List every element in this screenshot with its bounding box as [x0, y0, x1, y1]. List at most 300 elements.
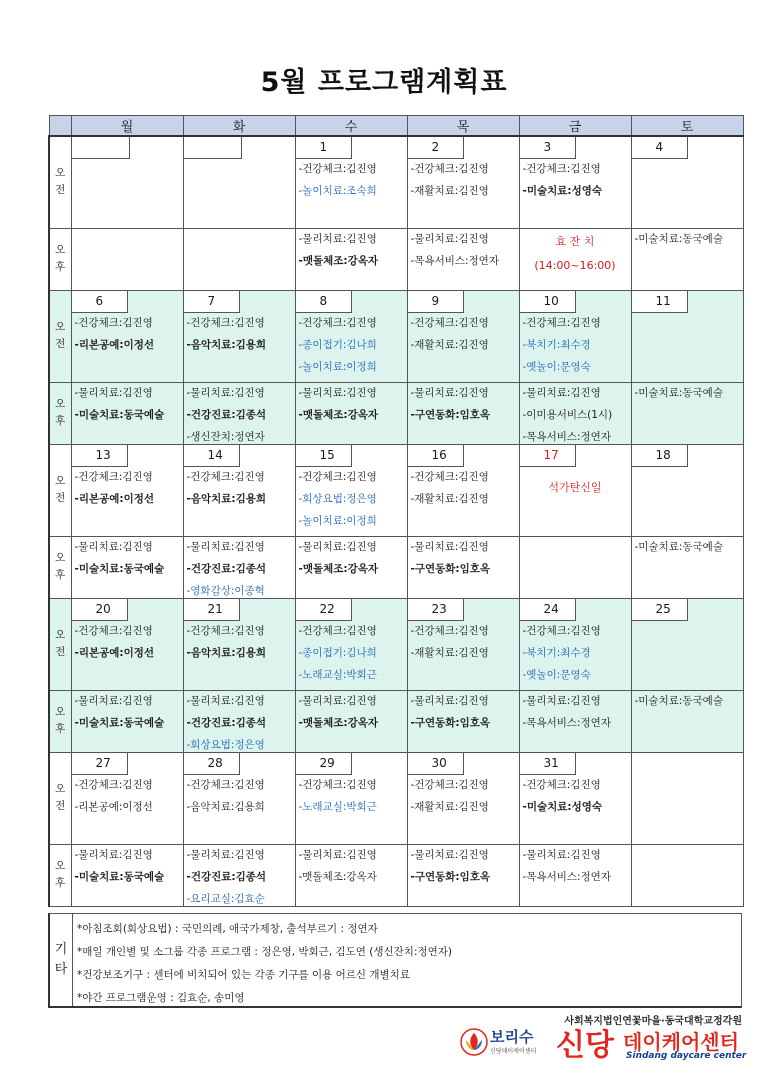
schedule-cell — [71, 752, 183, 844]
program-entry: -물리치료:김진영 — [186, 694, 265, 707]
cell-content — [520, 137, 631, 198]
day-header: 토 — [631, 116, 743, 137]
program-entry: -건강체크:김진영 — [74, 624, 153, 637]
program-entry: -리본공예:이정선 — [74, 492, 155, 505]
cell-content — [72, 753, 183, 814]
date-number — [72, 137, 130, 159]
date-number: 17 — [520, 445, 576, 467]
date-number: 16 — [408, 445, 464, 467]
program-entry: -물리치료:김진영 — [186, 386, 265, 399]
program-entry: -놀이치료:조숙희 — [298, 185, 377, 197]
cell-content — [72, 849, 183, 884]
schedule-cell — [407, 136, 519, 228]
schedule-cell — [183, 136, 295, 228]
day-header: 월 — [71, 116, 183, 137]
program-entry: -놀이치료:이정희 — [298, 360, 377, 373]
period-label-char: 오 — [55, 552, 66, 564]
schedule-body — [49, 136, 743, 906]
notes-section — [48, 913, 742, 1008]
schedule-cell — [407, 598, 519, 690]
schedule-cell — [295, 752, 407, 844]
cell-content — [184, 849, 295, 906]
cell-content — [296, 695, 407, 730]
cell-content — [296, 387, 407, 422]
lotus-logo-icon — [460, 1028, 488, 1056]
program-entry: -영화감상:이종혁 — [186, 584, 265, 597]
cell-content — [408, 599, 519, 660]
schedule-cell — [631, 844, 743, 906]
period-label-am — [49, 598, 71, 690]
cell-content — [72, 445, 183, 506]
program-entry: -북치기:최수경 — [522, 646, 591, 659]
schedule-cell — [295, 382, 407, 444]
day-header: 금 — [519, 116, 631, 137]
week-2-am-row — [49, 290, 743, 382]
program-entry: -이미용서비스(1시) — [522, 408, 613, 421]
program-entry: -노래교실:박회근 — [298, 800, 377, 813]
schedule-cell — [183, 444, 295, 536]
cell-content — [520, 695, 631, 730]
program-entry: -맷돌체조:강옥자 — [298, 562, 379, 575]
schedule-cell — [407, 382, 519, 444]
program-entry: -구연동화:임호옥 — [410, 870, 491, 883]
period-label-char: 후 — [55, 877, 66, 889]
week-3-am-row — [49, 444, 743, 536]
program-entry: -재활치료:김진영 — [410, 185, 489, 197]
schedule-cell — [183, 844, 295, 906]
date-number: 14 — [184, 445, 240, 467]
program-entry: -건강체크:김진영 — [298, 778, 377, 791]
logo-main-text: 신당 — [556, 1028, 614, 1063]
schedule-cell — [183, 290, 295, 382]
cell-content — [520, 599, 631, 682]
cell-content — [296, 445, 407, 528]
program-entry: -음악치료:김용희 — [186, 800, 265, 813]
program-entry: -구연동화:임호옥 — [410, 716, 491, 729]
program-entry: -미술치료:동국예술 — [634, 540, 723, 553]
program-entry: -물리치료:김진영 — [298, 540, 377, 553]
program-entry: -미술치료:동국예술 — [634, 386, 723, 399]
date-number: 18 — [632, 445, 688, 467]
program-entry: -물리치료:김진영 — [298, 232, 377, 245]
schedule-table — [48, 115, 744, 907]
schedule-cell — [71, 536, 183, 598]
program-entry: -미술치료:동국예술 — [634, 694, 723, 707]
schedule-cell — [519, 382, 631, 444]
program-entry: -물리치료:김진영 — [410, 232, 489, 245]
schedule-cell — [71, 844, 183, 906]
program-entry: -건강체크:김진영 — [522, 624, 601, 637]
day-header: 화 — [183, 116, 295, 137]
schedule-cell — [519, 290, 631, 382]
week-2-pm-row — [49, 382, 743, 444]
cell-content — [520, 849, 631, 884]
period-label-char: 오 — [55, 860, 66, 872]
notes-label-char: 타 — [54, 962, 68, 977]
schedule-cell — [71, 228, 183, 290]
date-number: 22 — [296, 599, 352, 621]
logo-rest-text: 데이케어센터 — [623, 1030, 739, 1054]
program-entry: -리본공예:이정선 — [74, 646, 155, 659]
program-entry: -건강진료:김종석 — [186, 408, 267, 421]
schedule-cell — [407, 444, 519, 536]
date-number: 24 — [520, 599, 576, 621]
period-label-am — [49, 290, 71, 382]
period-label-char: 후 — [55, 261, 66, 273]
cell-content — [184, 445, 295, 506]
program-entry: -물리치료:김진영 — [298, 386, 377, 399]
date-number: 15 — [296, 445, 352, 467]
schedule-cell — [295, 536, 407, 598]
cell-content — [632, 695, 743, 708]
cell-content — [72, 387, 183, 422]
program-entry: -물리치료:김진영 — [410, 694, 489, 707]
program-entry: -건강체크:김진영 — [186, 778, 265, 791]
program-entry: -건강체크:김진영 — [522, 163, 601, 175]
cell-content — [184, 137, 295, 159]
program-entry: -미술치료:동국예술 — [74, 562, 165, 575]
program-entry: -건강체크:김진영 — [186, 316, 265, 329]
program-entry: -맷돌체조:강옥자 — [298, 870, 377, 883]
program-entry: -미술치료:동국예술 — [634, 232, 723, 245]
program-entry: -리본공예:이정선 — [74, 800, 153, 813]
period-label-char: 후 — [55, 569, 66, 581]
program-entry: -건강진료:김종석 — [186, 562, 267, 575]
schedule-cell — [519, 444, 631, 536]
date-number: 4 — [632, 137, 688, 159]
week-1-am-row — [49, 136, 743, 228]
cell-content — [72, 137, 183, 159]
program-entry: -물리치료:김진영 — [522, 386, 601, 399]
date-number: 13 — [72, 445, 128, 467]
schedule-cell — [519, 690, 631, 752]
schedule-cell — [71, 136, 183, 228]
cell-content — [184, 599, 295, 660]
schedule-cell — [71, 382, 183, 444]
date-number: 6 — [72, 291, 128, 313]
notes-list — [73, 914, 456, 1006]
date-number: 31 — [520, 753, 576, 775]
program-entry: -물리치료:김진영 — [74, 386, 153, 399]
cell-content — [632, 233, 743, 246]
cell-content — [520, 387, 631, 444]
program-entry: -음악치료:김용희 — [186, 492, 267, 505]
period-label-char: 전 — [55, 492, 66, 504]
date-number: 1 — [296, 137, 352, 159]
program-entry: -재활치료:김진영 — [410, 800, 489, 813]
program-entry: -노래교실:박회근 — [298, 668, 377, 681]
week-5-pm-row — [49, 844, 743, 906]
cell-content — [184, 541, 295, 598]
program-entry: -물리치료:김진영 — [298, 848, 377, 861]
cell-content — [632, 445, 743, 467]
period-label-am — [49, 752, 71, 844]
center-logo — [458, 1022, 748, 1062]
note-item: *아침조회(회상요법) : 국민의례, 애국가제창, 출석부르기 : 정연자 — [77, 923, 378, 935]
event-label: 효 잔 치 — [555, 234, 595, 248]
schedule-cell — [295, 444, 407, 536]
cell-content — [72, 695, 183, 730]
program-entry: -건강체크:김진영 — [298, 316, 377, 329]
program-entry: -구연동화:임호옥 — [410, 562, 491, 575]
program-entry: -옛놀이:문영숙 — [522, 360, 591, 373]
cell-content — [408, 445, 519, 506]
schedule-cell — [519, 536, 631, 598]
cell-content — [408, 387, 519, 422]
period-label-char: 전 — [55, 338, 66, 350]
schedule-cell — [519, 752, 631, 844]
program-entry: -물리치료:김진영 — [74, 694, 153, 707]
cell-content — [184, 291, 295, 352]
program-entry: -물리치료:김진영 — [74, 540, 153, 553]
period-label-char: 오 — [55, 475, 66, 487]
program-entry: -건강체크:김진영 — [74, 316, 153, 329]
program-entry: -종이접기:김나희 — [298, 338, 377, 351]
corner-cell — [49, 116, 71, 137]
program-entry: -건강체크:김진영 — [522, 778, 601, 791]
program-entry: -목욕서비스:정연자 — [522, 430, 611, 443]
program-entry: -맷돌체조:강옥자 — [298, 254, 379, 267]
week-4-am-row — [49, 598, 743, 690]
program-entry: -건강체크:김진영 — [186, 470, 265, 483]
date-number: 21 — [184, 599, 240, 621]
holiday-label: 석가탄신일 — [548, 480, 602, 494]
notes-label — [50, 914, 73, 1006]
cell-content — [408, 291, 519, 352]
program-entry: -북치기:최수경 — [522, 338, 591, 351]
cell-content — [520, 753, 631, 814]
period-label-char: 오 — [55, 167, 66, 180]
cell-content — [184, 387, 295, 444]
program-entry: -음악치료:김용희 — [186, 646, 267, 659]
cell-content — [408, 849, 519, 884]
program-entry: -요리교실:김효순 — [186, 892, 265, 905]
schedule-cell — [631, 228, 743, 290]
note-item: *매일 개인별 및 소그룹 각종 프로그램 : 정은영, 박회근, 김도연 (생신잔치:정연자) — [77, 946, 453, 958]
program-entry: -건강체크:김진영 — [74, 470, 153, 483]
schedule-cell — [631, 444, 743, 536]
program-entry: -구연동화:임호옥 — [410, 408, 491, 421]
week-1-pm-row — [49, 228, 743, 290]
cell-content — [72, 599, 183, 660]
cell-content — [632, 137, 743, 159]
schedule-cell — [295, 290, 407, 382]
schedule-cell — [631, 382, 743, 444]
program-entry: -물리치료:김진영 — [186, 540, 265, 553]
cell-content — [408, 233, 519, 268]
program-entry: -건강체크:김진영 — [298, 470, 377, 483]
period-label-char: 전 — [55, 800, 66, 812]
program-entry: -재활치료:김진영 — [410, 492, 489, 505]
cell-content — [408, 753, 519, 814]
schedule-cell — [183, 382, 295, 444]
schedule-cell — [519, 136, 631, 228]
cell-content — [632, 387, 743, 400]
cell-content — [184, 695, 295, 752]
date-number: 2 — [408, 137, 464, 159]
program-entry: -회상요법:정은영 — [186, 738, 265, 751]
notes-label-char: 기 — [54, 942, 68, 957]
date-number: 25 — [632, 599, 688, 621]
program-entry: -회상요법:정은영 — [298, 492, 377, 505]
program-entry: -재활치료:김진영 — [410, 646, 489, 659]
program-entry: -미술치료:성영숙 — [522, 800, 603, 813]
program-entry: -건강체크:김진영 — [410, 778, 489, 791]
period-label-char: 오 — [55, 398, 66, 410]
program-entry: -미술치료:동국예술 — [74, 408, 165, 421]
program-entry: -재활치료:김진영 — [410, 338, 489, 351]
schedule-cell — [631, 752, 743, 844]
note-item: *건강보조기구 : 센터에 비치되어 있는 각종 기구를 이용 어르신 개별치료 — [77, 969, 410, 981]
schedule-cell — [407, 752, 519, 844]
program-entry: -미술치료:동국예술 — [74, 716, 165, 729]
program-entry: -물리치료:김진영 — [522, 694, 601, 707]
program-entry: -미술치료:성영숙 — [522, 185, 603, 197]
schedule-cell — [183, 690, 295, 752]
period-label-am — [49, 136, 71, 228]
cell-content — [72, 291, 183, 352]
cell-content — [408, 695, 519, 730]
program-entry: -건강체크:김진영 — [298, 163, 377, 175]
period-label-char: 오 — [55, 783, 66, 795]
logo-small-subtext: 신당데이케어센터 — [490, 1048, 537, 1055]
program-entry: -물리치료:김진영 — [298, 694, 377, 707]
period-label-char: 오 — [55, 244, 66, 256]
program-entry: -물리치료:김진영 — [410, 540, 489, 553]
date-number: 30 — [408, 753, 464, 775]
program-entry: -물리치료:김진영 — [410, 386, 489, 399]
schedule-cell — [183, 598, 295, 690]
schedule-cell — [183, 228, 295, 290]
schedule-cell — [407, 844, 519, 906]
date-number: 29 — [296, 753, 352, 775]
program-entry: -건강체크:김진영 — [186, 624, 265, 637]
cell-content — [632, 541, 743, 554]
period-label-am — [49, 444, 71, 536]
program-entry: -물리치료:김진영 — [522, 848, 601, 861]
period-label-char: 오 — [55, 629, 66, 641]
program-entry: -목욕서비스:정연자 — [522, 870, 611, 883]
period-label-char: 오 — [55, 321, 66, 333]
schedule-cell — [295, 598, 407, 690]
cell-content — [296, 849, 407, 884]
period-label-pm — [49, 228, 71, 290]
date-number: 10 — [520, 291, 576, 313]
cell-content — [296, 753, 407, 814]
note-item: *야간 프로그램운영 : 김효순, 송미영 — [77, 992, 245, 1004]
schedule-cell — [631, 536, 743, 598]
cell-content — [408, 541, 519, 576]
period-label-pm — [49, 382, 71, 444]
schedule-cell — [295, 228, 407, 290]
program-entry: -놀이치료:이정희 — [298, 514, 377, 527]
organization-name: 사회복지법인연꽃마을·동국대학교정각원 — [564, 1016, 742, 1027]
schedule-cell — [71, 444, 183, 536]
cell-content — [520, 445, 631, 495]
program-entry: -종이접기:김나희 — [298, 646, 377, 659]
program-entry: -건강체크:김진영 — [522, 316, 601, 329]
day-header: 목 — [407, 116, 519, 137]
program-entry: -건강체크:김진영 — [410, 470, 489, 483]
schedule-cell — [407, 536, 519, 598]
program-entry: -물리치료:김진영 — [186, 848, 265, 861]
program-entry: -옛놀이:문영숙 — [522, 668, 591, 681]
period-label-char: 후 — [55, 723, 66, 735]
period-label-char: 전 — [55, 184, 66, 197]
date-number: 9 — [408, 291, 464, 313]
week-3-pm-row — [49, 536, 743, 598]
schedule-cell — [631, 690, 743, 752]
schedule-cell — [519, 844, 631, 906]
date-number: 23 — [408, 599, 464, 621]
period-label-pm — [49, 536, 71, 598]
period-label-pm — [49, 690, 71, 752]
schedule-cell — [71, 690, 183, 752]
cell-content — [296, 291, 407, 374]
week-5-am-row — [49, 752, 743, 844]
program-entry: -건강체크:김진영 — [410, 624, 489, 637]
schedule-cell — [71, 290, 183, 382]
schedule-cell — [407, 690, 519, 752]
date-number: 7 — [184, 291, 240, 313]
date-number: 27 — [72, 753, 128, 775]
program-entry: -건강진료:김종석 — [186, 716, 267, 729]
schedule-cell — [631, 290, 743, 382]
program-entry: -음악치료:김용희 — [186, 338, 267, 351]
period-label-char: 후 — [55, 415, 66, 427]
cell-content — [632, 599, 743, 621]
program-entry: -맷돌체조:강옥자 — [298, 408, 379, 421]
program-entry: -목욕서비스:정연자 — [410, 254, 499, 267]
program-entry: -생신잔치:정연자 — [186, 430, 265, 443]
program-entry: -목욕서비스:정연자 — [522, 716, 611, 729]
schedule-cell — [183, 752, 295, 844]
period-label-char: 오 — [55, 706, 66, 718]
cell-content — [296, 233, 407, 268]
program-entry: -건강체크:김진영 — [298, 624, 377, 637]
program-entry: -리본공예:이정선 — [74, 338, 155, 351]
date-number: 11 — [632, 291, 688, 313]
period-label-pm — [49, 844, 71, 906]
date-number: 8 — [296, 291, 352, 313]
program-entry: -물리치료:김진영 — [410, 848, 489, 861]
cell-content — [296, 137, 407, 198]
cell-content — [296, 541, 407, 576]
logo-small-text: 보리수 — [490, 1028, 534, 1046]
schedule-cell — [407, 290, 519, 382]
schedule-cell — [631, 598, 743, 690]
program-entry: -건강체크:김진영 — [410, 163, 489, 175]
schedule-cell — [519, 228, 631, 290]
day-header: 수 — [295, 116, 407, 137]
schedule-cell — [295, 136, 407, 228]
schedule-cell — [295, 690, 407, 752]
program-entry: -건강체크:김진영 — [74, 778, 153, 791]
cell-content — [184, 753, 295, 814]
program-entry: -건강체크:김진영 — [410, 316, 489, 329]
cell-content — [72, 541, 183, 576]
cell-content — [296, 599, 407, 682]
program-entry: -맷돌체조:강옥자 — [298, 716, 379, 729]
period-label-char: 전 — [55, 646, 66, 658]
day-header-row — [49, 116, 743, 137]
schedule-cell — [407, 228, 519, 290]
date-number: 28 — [184, 753, 240, 775]
date-number — [184, 137, 242, 159]
logo-english-text: Sindang daycare center — [626, 1051, 747, 1061]
schedule-cell — [519, 598, 631, 690]
cell-content — [408, 137, 519, 198]
